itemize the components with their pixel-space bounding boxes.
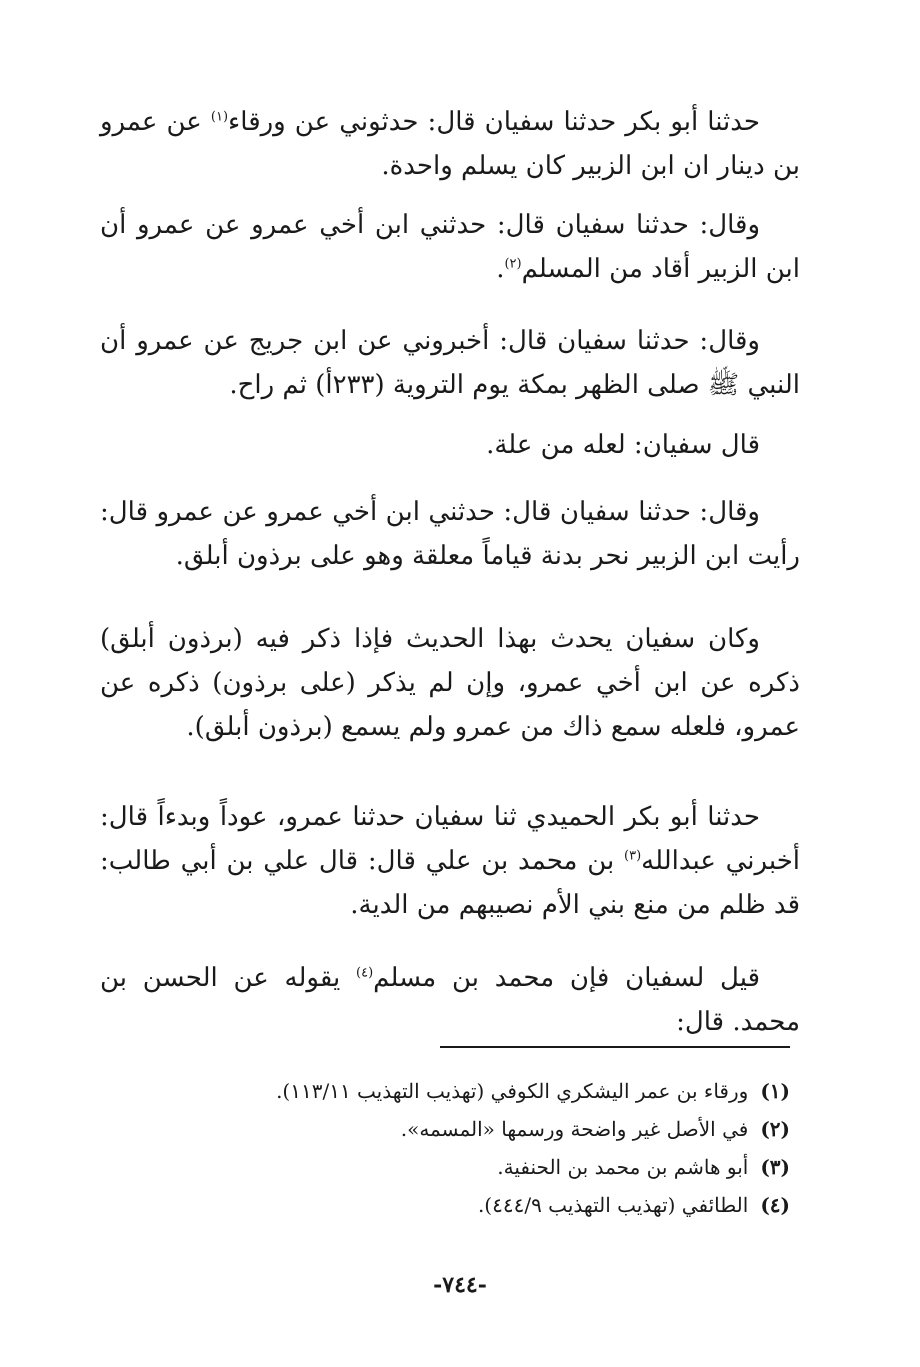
paragraph-7 <box>100 795 800 927</box>
page-number: -٧٤٤- <box>433 1272 487 1298</box>
paragraph-text: عن عمرو بن دينار ان ابن الزبير كان يسلم واحدة. <box>100 107 800 181</box>
footnote-text: في الأصل غير واضحة ورسمها «المسمه». <box>400 1117 749 1141</box>
footnote-item <box>150 1110 790 1148</box>
footnote-text: ورقاء بن عمر اليشكري الكوفي (تهذيب التهذيب ١١٣/١١). <box>276 1079 749 1103</box>
paragraph-text: حدثنا أبو بكر حدثنا سفيان قال: حدثوني عن ورقاء <box>228 107 761 137</box>
footnote-ref: (٢) <box>504 256 522 272</box>
footnote-item <box>150 1072 790 1110</box>
paragraph-text: وقال: حدثنا سفيان قال: حدثني ابن أخي عمرو عن عمرو قال: رأيت ابن الزبير نحر بدنة قياماً معلقة وهو على برذون أبلق. <box>100 497 800 571</box>
paragraph-text: بن محمد بن علي قال: قال علي بن أبي طالب: قد ظلم من منع بني الأم نصيبهم من الدية. <box>100 846 800 920</box>
paragraph-text: حدثنا أبو بكر الحميدي ثنا سفيان حدثنا عمرو، عوداً وبدءاً قال: أخبرني عبدالله <box>100 802 801 876</box>
paragraph-text: وكان سفيان يحدث بهذا الحديث فإذا ذكر فيه (برذون أبلق) ذكره عن ابن أخي عمرو، وإن لم يذكر (على برذون) ذكره عن عمرو، فلعله سمع ذاك من عمرو ولم يسمع (برذون أبلق). <box>100 624 800 742</box>
paragraph-3 <box>100 319 800 407</box>
paragraph-1 <box>100 100 800 188</box>
paragraph-5 <box>100 490 800 578</box>
paragraph-8 <box>100 956 800 1044</box>
paragraph-text: قيل لسفيان فإن محمد بن مسلم <box>373 963 760 993</box>
paragraph-text: قال سفيان: لعله من علة. <box>486 430 760 460</box>
footnote-number: (٤) <box>760 1193 790 1217</box>
paragraph-text: يقوله عن الحسن بن محمد. قال: <box>100 963 800 1037</box>
paragraph-2 <box>100 203 800 291</box>
footnotes-list <box>150 1072 790 1224</box>
footnote-text: الطائفي (تهذيب التهذيب ٤٤٤/٩). <box>477 1193 749 1217</box>
footnote-item <box>150 1148 790 1186</box>
footnote-ref: (٤) <box>356 965 374 981</box>
footnote-separator <box>440 1046 790 1048</box>
footnote-ref: (١) <box>210 109 229 125</box>
paragraph-text: . <box>496 254 505 284</box>
paragraph-text: وقال: حدثنا سفيان قال: أخبروني عن ابن جريج عن عمرو أن النبي ﷺ صلى الظهر بمكة يوم التروية (٢٣٣أ) ثم راح. <box>100 326 800 400</box>
footnote-number: (٢) <box>760 1117 790 1141</box>
paragraph-6 <box>100 617 800 749</box>
footnote-item <box>150 1186 790 1224</box>
footnote-number: (٣) <box>760 1155 790 1179</box>
footnote-ref: (٣) <box>624 848 642 864</box>
paragraph-text: وقال: حدثنا سفيان قال: حدثني ابن أخي عمرو عن عمرو أن ابن الزبير أقاد من المسلم <box>100 210 800 284</box>
footnote-text: أبو هاشم بن محمد بن الحنفية. <box>497 1155 749 1179</box>
footnote-number: (١) <box>760 1079 790 1103</box>
paragraph-4 <box>100 423 800 467</box>
